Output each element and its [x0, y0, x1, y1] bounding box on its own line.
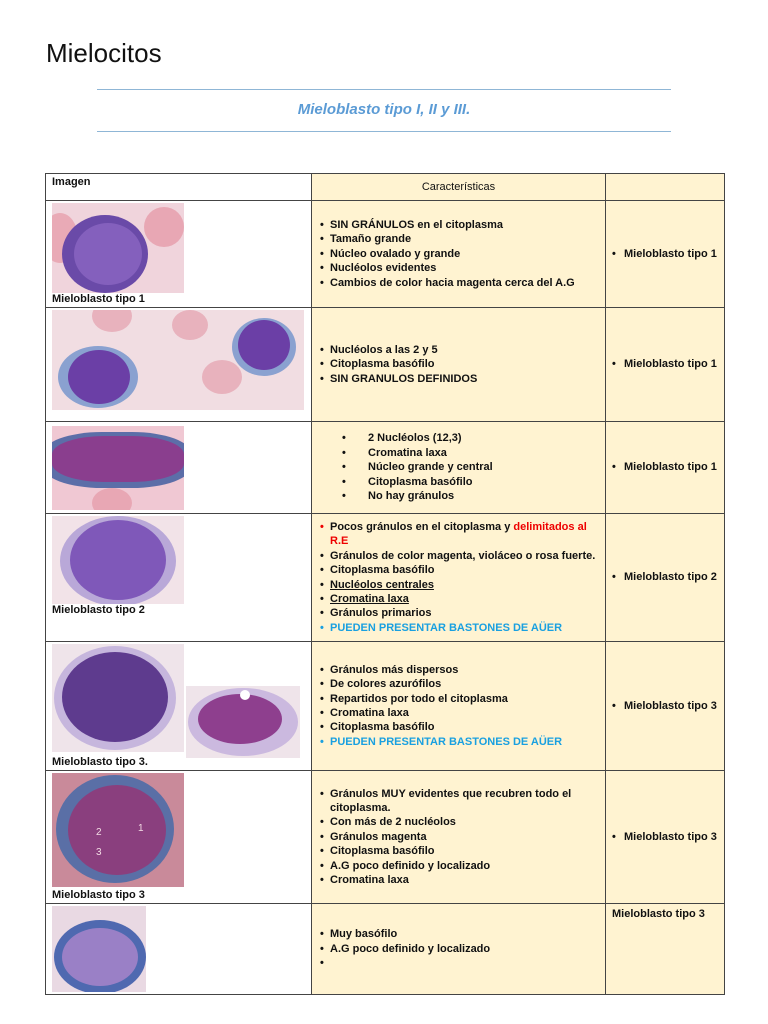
result-cell	[606, 642, 725, 771]
top-rule	[97, 89, 671, 90]
list-item: • Núcleo ovalado y grande	[330, 247, 601, 261]
list-item: • No hay gránulos	[368, 489, 601, 503]
characteristics-cell	[312, 201, 606, 308]
cell-micrograph-image	[52, 426, 184, 510]
list-item: • Nucléolos a las 2 y 5	[330, 343, 601, 357]
list-item: • Cambios de color hacia magenta cerca del A.G	[330, 276, 601, 290]
cell-micrograph-image	[52, 906, 146, 992]
characteristics-cell	[312, 904, 606, 995]
header-image: Imagen	[46, 174, 312, 201]
result-label: • Mieloblasto tipo 1	[610, 358, 720, 371]
result-label: • Mieloblasto tipo 2	[610, 571, 720, 584]
image-cell	[46, 771, 312, 904]
characteristics-cell	[312, 642, 606, 771]
table-row	[46, 642, 725, 771]
table-row	[46, 514, 725, 642]
page-title: Mielocitos	[46, 38, 162, 68]
list-item: • Citoplasma basófilo	[330, 844, 601, 858]
list-item-text: Cromatina laxa	[330, 592, 409, 605]
list-item: • Gránulos magenta	[330, 830, 601, 844]
list-item-text: Pocos gránulos en el citoplasma y	[330, 520, 514, 533]
list-item: • Citoplasma basófilo	[368, 475, 601, 489]
image-cell	[46, 904, 312, 995]
list-item: • Cromatina laxa	[330, 706, 601, 720]
list-item: • A.G poco definido y localizado	[330, 942, 601, 956]
result-label: • Mieloblasto tipo 3	[610, 831, 720, 844]
result-cell	[606, 904, 725, 995]
list-item: • Muy basófilo	[330, 927, 601, 941]
characteristics-cell	[312, 422, 606, 514]
list-item: • Gránulos primarios	[330, 606, 601, 620]
result-label: • Mieloblasto tipo 1	[610, 248, 720, 261]
list-item: • SIN GRANULOS DEFINIDOS	[330, 372, 601, 386]
list-item: • Tamaño grande	[330, 232, 601, 246]
characteristics-cell	[312, 771, 606, 904]
list-item: • Citoplasma basófilo	[330, 563, 601, 577]
list-item: • Gránulos de color magenta, violáceo o rosa fuerte.	[330, 549, 601, 563]
cell-micrograph-image	[186, 686, 300, 758]
list-item: • Núcleo grande y central	[368, 460, 601, 474]
highlight-text: delimitados al R.E	[330, 520, 587, 548]
list-item: • PUEDEN PRESENTAR BASTONES DE AÜER	[330, 735, 601, 749]
list-item: • Cromatina laxa	[330, 873, 601, 887]
list-item: • PUEDEN PRESENTAR BASTONES DE AÜER	[330, 621, 601, 635]
list-item: • Citoplasma basófilo	[330, 357, 601, 371]
cell-micrograph-image	[52, 773, 184, 887]
table-row	[46, 904, 725, 995]
image-caption: Mieloblasto tipo 3.	[52, 756, 148, 768]
list-item	[330, 578, 601, 592]
table-header-row	[46, 174, 725, 201]
table-row	[46, 771, 725, 904]
header-characteristics: Características	[312, 174, 606, 201]
nucleolus-marker: 1	[138, 823, 144, 834]
list-item: • De colores azurófilos	[330, 677, 601, 691]
table-row	[46, 422, 725, 514]
table-row	[46, 308, 725, 422]
characteristics-cell	[312, 514, 606, 642]
result-cell	[606, 308, 725, 422]
image-cell	[46, 422, 312, 514]
cell-micrograph-image	[52, 516, 184, 604]
list-item: • Gránulos más dispersos	[330, 663, 601, 677]
bottom-rule	[97, 131, 671, 132]
characteristics-cell	[312, 308, 606, 422]
list-item	[330, 956, 601, 970]
result-cell	[606, 201, 725, 308]
image-cell	[46, 514, 312, 642]
image-caption: Mieloblasto tipo 3	[52, 889, 145, 901]
result-cell	[606, 422, 725, 514]
cell-micrograph-image	[52, 644, 184, 752]
list-item	[330, 520, 601, 549]
image-caption: Mieloblasto tipo 2	[52, 604, 145, 616]
image-cell	[46, 201, 312, 308]
list-item: • Repartidos por todo el citoplasma	[330, 692, 601, 706]
result-label: • Mieloblasto tipo 1	[610, 461, 720, 474]
list-item: • 2 Nucléolos (12,3)	[368, 431, 601, 445]
nucleolus-marker: 3	[96, 847, 102, 858]
nucleolus-marker: 2	[96, 827, 102, 838]
result-label: Mieloblasto tipo 3	[612, 908, 705, 920]
result-cell	[606, 514, 725, 642]
list-item: • Cromatina laxa	[368, 446, 601, 460]
result-cell	[606, 771, 725, 904]
image-caption: Mieloblasto tipo 1	[52, 293, 145, 305]
result-label: • Mieloblasto tipo 3	[610, 700, 720, 713]
list-item: • Con más de 2 nucléolos	[330, 815, 601, 829]
table-row	[46, 201, 725, 308]
list-item: • A.G poco definido y localizado	[330, 859, 601, 873]
list-item: • SIN GRÁNULOS en el citoplasma	[330, 218, 601, 232]
image-cell	[46, 308, 312, 422]
image-cell	[46, 642, 312, 771]
list-item: • Gránulos MUY evidentes que recubren todo el citoplasma.	[330, 787, 601, 816]
characteristics-table	[45, 173, 725, 995]
list-item: • Nucléolos evidentes	[330, 261, 601, 275]
subtitle: Mieloblasto tipo I, II y III.	[297, 101, 471, 118]
cell-micrograph-image	[52, 203, 184, 293]
header-result	[606, 174, 725, 201]
list-item	[330, 592, 601, 606]
list-item-text: Nucléolos centrales	[330, 578, 434, 591]
list-item: • Citoplasma basófilo	[330, 720, 601, 734]
cell-micrograph-image	[52, 310, 304, 410]
